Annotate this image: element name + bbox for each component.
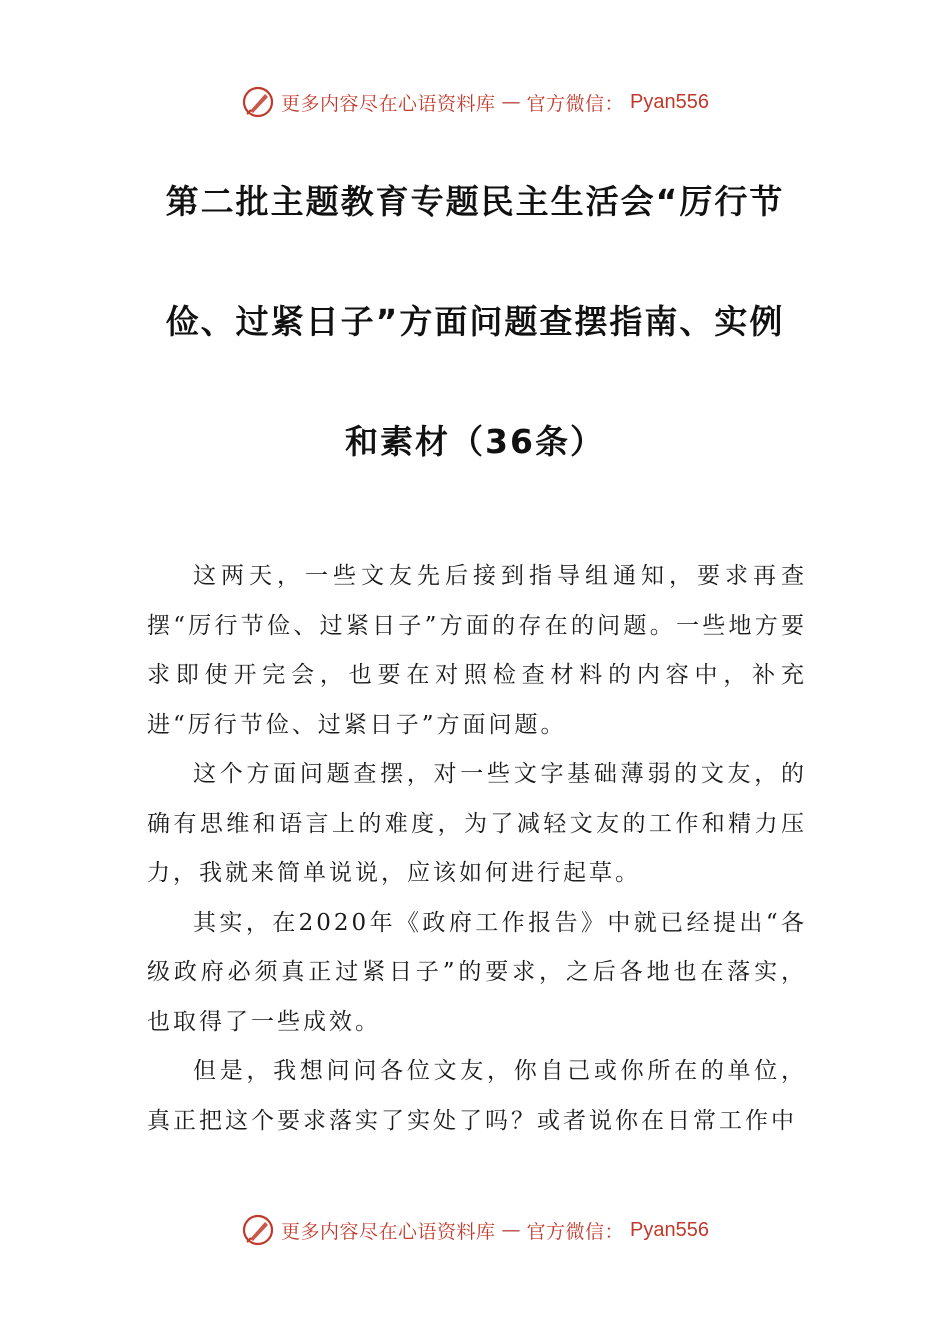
watermark-separator: — (501, 1219, 521, 1241)
paragraph-1: 这两天，一些文友先后接到指导组通知，要求再查摆“厉行节俭、过紧日子”方面的存在的问题。一些地方要求即使开完会，也要在对照检查材料的内容中，补充进“厉行节俭、过紧日子”方面问题。 (147, 563, 807, 738)
watermark-label: 官方微信： (526, 1220, 625, 1243)
document-title-line-1: 第二批主题教育专题民主生活会“厉行节 (165, 182, 785, 221)
watermark-label: 官方微信： (526, 92, 625, 115)
header-watermark (0, 82, 950, 122)
paragraph-2: 这个方面问题查摆，对一些文字基础薄弱的文友，的确有思维和语言上的难度，为了减轻文友的工作和精力压力，我就来简单说说，应该如何进行起草。 (147, 761, 807, 886)
footer-watermark (0, 1210, 950, 1250)
paragraph-4: 但是，我想问问各位文友，你自己或你所在的单位，真正把这个要求落实了实处了吗？或者说你在日常工作中 (147, 1058, 807, 1134)
watermark-text: 更多内容尽在心语资料库 (281, 92, 496, 115)
document-body (147, 552, 807, 1146)
document-title-line-2: 俭、过紧日子”方面问题查摆指南、实例 (165, 302, 785, 341)
document-title-line-3: 和素材（36条） (345, 422, 605, 461)
watermark-separator: — (501, 91, 521, 113)
paragraph-3: 其实，在2020年《政府工作报告》中就已经提出“各级政府必须真正过紧日子”的要求，之后各地也在落实，也取得了一些成效。 (147, 909, 807, 1035)
watermark-wechat-id: Pyan556 (630, 1218, 709, 1241)
watermark-text: 更多内容尽在心语资料库 (281, 1220, 496, 1243)
quill-logo-icon (241, 1213, 275, 1247)
watermark-wechat-id: Pyan556 (630, 90, 709, 113)
quill-logo-icon (241, 85, 275, 119)
